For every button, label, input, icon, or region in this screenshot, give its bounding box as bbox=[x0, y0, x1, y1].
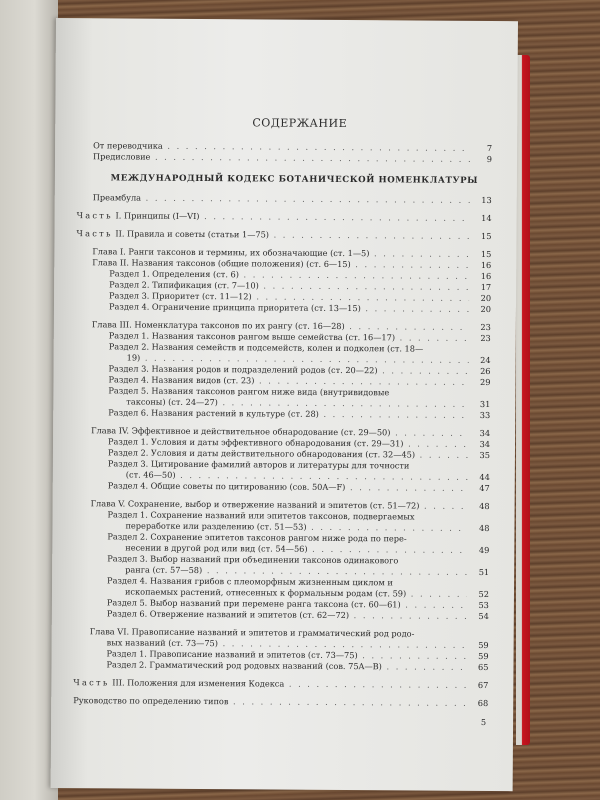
toc-entry-text: Руководство по определению типов bbox=[73, 695, 229, 707]
toc-page-number: 51 bbox=[478, 566, 490, 578]
toc-entry-text: несении в другой род или вид (ст. 54—56) bbox=[125, 542, 308, 554]
toc-page-number: 53 bbox=[478, 599, 489, 611]
toc-entry-text: Раздел 1. Правописание названий и эпитетов (ст. 73—75) bbox=[106, 648, 358, 661]
toc-entry-text: III. Положения для изменения Кодекса bbox=[112, 677, 285, 689]
toc-entry-text: Раздел 4. Названия видов (ст. 23) bbox=[108, 374, 255, 386]
toc-page-number: 13 bbox=[481, 194, 492, 206]
toc-entry-text: Раздел 5. Выбор названий при перемене ранга таксона (ст. 60—61) bbox=[106, 597, 401, 610]
toc-page-number: 26 bbox=[480, 365, 491, 377]
toc-page-number: 17 bbox=[480, 281, 492, 293]
toc-entry-text: I. Принципы (I—VI) bbox=[115, 210, 200, 222]
left-page-edge bbox=[0, 0, 58, 800]
toc-page-number: 49 bbox=[478, 544, 490, 556]
toc-entry-text: Раздел 1. Условия и даты эффективного обнародования (ст. 29—31) bbox=[108, 436, 404, 449]
toc-page-number: 48 bbox=[478, 522, 490, 534]
toc-page-number: 54 bbox=[478, 610, 489, 622]
toc-page-number: 14 bbox=[481, 212, 492, 224]
page-title: СОДЕРЖАНИЕ bbox=[252, 116, 348, 131]
toc-entry-text: Глава II. Названия таксонов (общие положения) (ст. 6—15) bbox=[92, 257, 351, 270]
red-book-cover-edge bbox=[516, 55, 530, 745]
toc-entry-text: Раздел 1. Названия таксонов рангом выше семейства (ст. 16—17) bbox=[108, 330, 396, 343]
toc-part-prefix: Часть bbox=[76, 228, 113, 239]
toc-entry bbox=[73, 695, 488, 709]
toc-page-number: 34 bbox=[479, 427, 491, 439]
toc-entry-text: Глава III. Номенклатура таксонов по их рангу (ст. 16—28) bbox=[91, 319, 345, 332]
toc-page-number: 34 bbox=[479, 438, 491, 450]
toc-entry-text: Раздел 2. Названия семейств и подсемейств, колен и подколен (ст. 18— bbox=[108, 341, 424, 354]
toc-entry-text: ранга (ст. 57—58) bbox=[125, 564, 203, 576]
toc-entry-text: Раздел 6. Отвержение названий и эпитетов (ст. 62—72) bbox=[106, 608, 350, 621]
toc-part-prefix: Часть bbox=[73, 677, 110, 688]
toc-entry-text: Раздел 5. Названия таксонов рангом ниже вида (внутривидовые bbox=[108, 385, 390, 398]
toc-page-number: 65 bbox=[478, 661, 489, 673]
toc-entry-text: Раздел 3. Выбор названий при объединении таксонов одинакового bbox=[107, 553, 399, 566]
toc-entry-text: Раздел 1. Определения (ст. 6) bbox=[109, 268, 240, 280]
toc-page-number: 59 bbox=[478, 650, 489, 662]
toc-entry-text: таксоны) (ст. 24—27) bbox=[126, 396, 218, 408]
toc-entry-text: переработке или разделению (ст. 51—53) bbox=[125, 520, 307, 532]
toc-entry-text: 19) bbox=[126, 352, 141, 363]
toc-page-number: 29 bbox=[480, 376, 491, 388]
toc-page-number: 47 bbox=[479, 482, 490, 494]
toc-page-number: 15 bbox=[481, 230, 492, 242]
toc-page-number: 31 bbox=[479, 398, 491, 410]
toc-page-number: 68 bbox=[477, 697, 489, 709]
toc-page-number: 7 bbox=[486, 143, 493, 154]
toc-entry-text: Раздел 3. Цитирование фамилий авторов и литературы для точности bbox=[107, 458, 410, 471]
toc-entry-text: II. Правила и советы (статьи 1—75) bbox=[115, 228, 270, 240]
toc-entry-text: Раздел 3. Приоритет (ст. 11—12) bbox=[109, 290, 252, 302]
toc-entry-text: Раздел 6. Названия растений в культуре (ст. 28) bbox=[108, 407, 319, 419]
toc-entry-text: вых названий (ст. 73—75) bbox=[106, 637, 219, 649]
toc-part-prefix: Часть bbox=[76, 210, 113, 221]
page-folio: 5 bbox=[480, 716, 487, 728]
toc-page-number: 9 bbox=[486, 154, 493, 165]
toc-entry-text: Раздел 4. Общие советы по цитированию (сов. 50A—F) bbox=[107, 480, 346, 493]
toc-page-number: 24 bbox=[480, 354, 491, 366]
toc-page-number: 23 bbox=[480, 321, 491, 333]
toc-entry-text: Раздел 2. Типификация (ст. 7—10) bbox=[109, 279, 259, 291]
toc-entry-text: Глава IV. Эффективное и действительное обнародование (ст. 29—50) bbox=[91, 425, 391, 438]
toc-entries bbox=[73, 192, 492, 709]
book-page bbox=[51, 18, 518, 791]
section-heading: МЕЖДУНАРОДНЫЙ КОДЕКС БОТАНИЧЕСКОЙ НОМЕНКЛАТУРЫ bbox=[110, 173, 479, 186]
toc-page-number: 59 bbox=[478, 639, 489, 651]
toc-entry-text: Раздел 4. Названия грибов с плеоморфным жизненным циклом и bbox=[107, 575, 393, 588]
toc-entry-text: Раздел 4. Ограничение принципа приоритета (ст. 13—15) bbox=[108, 301, 361, 314]
toc-page-number: 20 bbox=[480, 303, 492, 315]
toc-entry-text: Глава VI. Правописание названий и эпитетов и грамматический род родо- bbox=[89, 626, 415, 639]
toc-page-number: 16 bbox=[480, 270, 492, 282]
toc-entry-text: Раздел 2. Сохранение эпитетов таксонов рангом ниже рода по пере- bbox=[107, 531, 407, 544]
toc-entry-text: От переводчика bbox=[93, 140, 163, 151]
toc-page-number: 23 bbox=[480, 332, 491, 344]
toc-entry-text: Раздел 3. Названия родов и подразделений родов (ст. 20—22) bbox=[108, 363, 378, 376]
toc-entry-text: Глава I. Ранги таксонов и термины, их обозначающие (ст. 1—5) bbox=[92, 246, 370, 259]
toc-page-number: 35 bbox=[479, 449, 490, 461]
toc-entry-text: Предисловие bbox=[93, 151, 151, 162]
toc-page-number: 15 bbox=[480, 248, 492, 260]
toc-entry-text: ископаемых растений, отнесенных к формальным родам (ст. 59) bbox=[124, 586, 407, 599]
toc-page-number: 44 bbox=[479, 471, 490, 483]
toc-entry-text: Раздел 2. Условия и даты действительного обнародования (ст. 32—45) bbox=[107, 447, 416, 460]
toc-page-number: 48 bbox=[479, 500, 490, 512]
toc-page-number: 33 bbox=[479, 409, 491, 421]
toc-entry-text: Раздел 1. Сохранение названий или эпитетов таксонов, подвергаемых bbox=[107, 509, 415, 522]
toc-entry-text: (ст. 46—50) bbox=[125, 469, 176, 480]
toc-page-number: 20 bbox=[480, 292, 492, 304]
toc-page-number: 52 bbox=[478, 588, 490, 600]
toc-entry-text: Глава V. Сохранение, выбор и отвержение названий и эпитетов (ст. 51—72) bbox=[90, 498, 420, 511]
toc-entry-text: Раздел 2. Грамматический род родовых названий (сов. 75A—B) bbox=[106, 659, 382, 672]
toc-entry-text: Преамбула bbox=[92, 192, 142, 203]
toc-page-number: 67 bbox=[477, 679, 489, 691]
toc-page-number: 16 bbox=[480, 259, 492, 271]
table-of-contents bbox=[73, 116, 492, 728]
